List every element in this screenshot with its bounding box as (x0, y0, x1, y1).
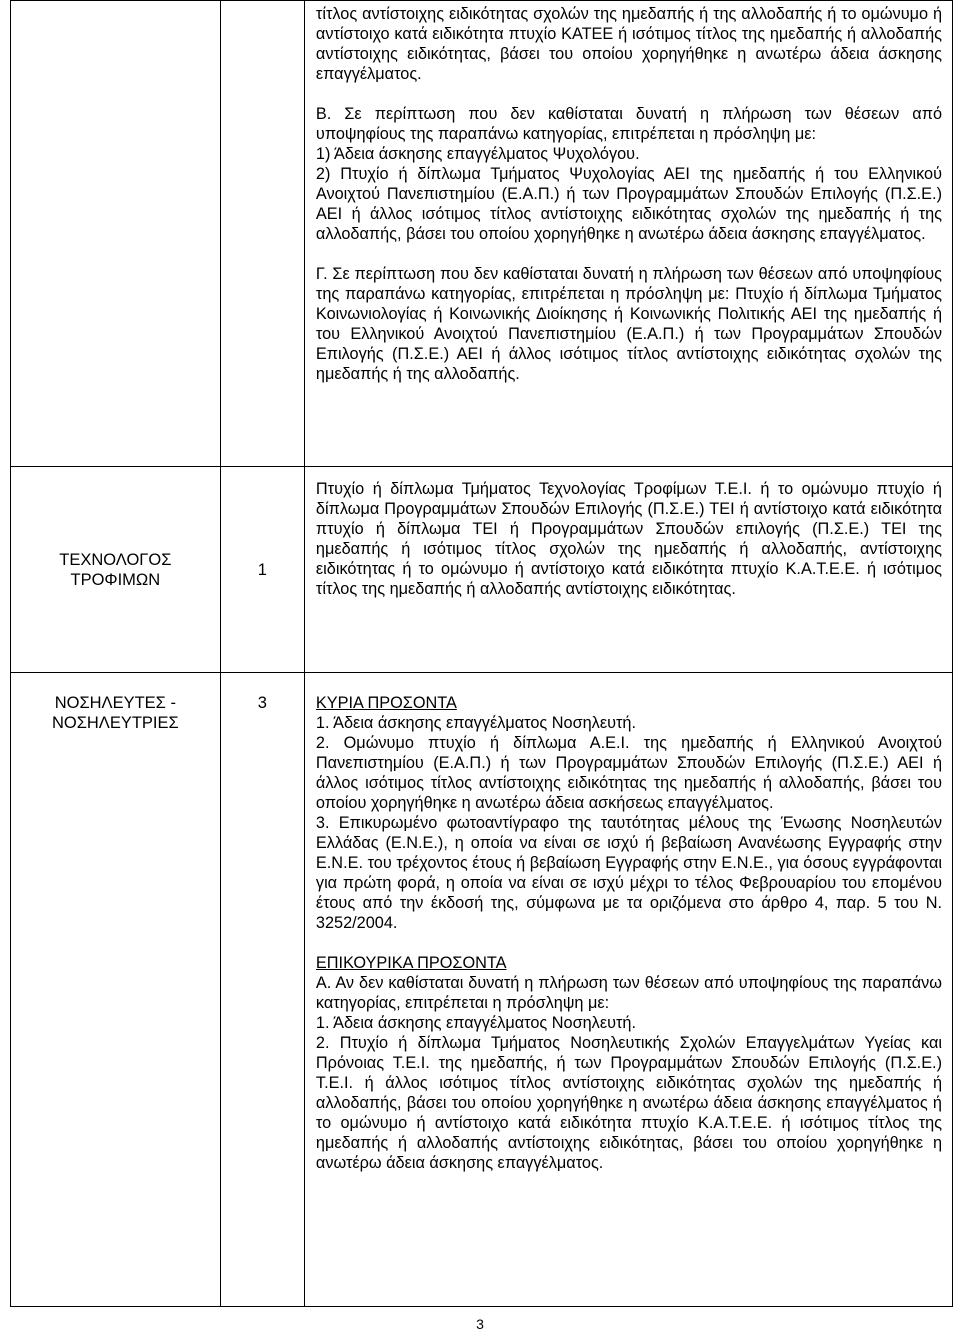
qualification-paragraph: Β. Σε περίπτωση που δεν καθίσταται δυνατή η πλήρωση των θέσεων από υποψηφίους της παραπάνω κατηγορίας, επιτρέπεται η πρόσληψη με: (315, 105, 942, 143)
count-cell (220, 467, 304, 673)
qualifications-cell (304, 467, 952, 673)
position-count: 3 (257, 694, 267, 712)
position-count: 1 (257, 560, 267, 579)
table-row-nurses (11, 673, 953, 1307)
specialty-cell (11, 673, 221, 1307)
auxiliary-qualifications-heading: ΕΠΙΚΟΥΡΙΚΑ ΠΡΟΣΟΝΤΑ (315, 954, 507, 972)
main-qualifications-heading: ΚΥΡΙΑ ΠΡΟΣΟΝΤΑ (315, 694, 457, 712)
qualifications-cell (304, 673, 952, 1307)
qualification-paragraph: Πτυχίο ή δίπλωμα Τμήματος Τεχνολογίας Τροφίμων Τ.Ε.Ι. ή το ομώνυμο πτυχίο ή δίπλωμα Προγραμμάτων Σπουδών Επιλογής (Π.Σ.Ε.) ΤΕΙ ή αντίστοιχο κατά ειδικότητα πτυχίο ή δίπλωμα ΤΕΙ ή Προγραμμάτων Σπουδών επιλογής (Π.Σ.Ε.) ΤΕΙ της ημεδαπής ή ισότιμος τίτλος σχολών της ημεδαπής ή αλλοδαπής, αντίστοιχης ειδικότητας ή το ομώνυμο ή αντίστοιχο κατά ειδικότητα πτυχίο Κ.Α.Τ.Ε.Ε. ή ισότιμος τίτλος της ημεδαπής ή αλλοδαπής αντίστοιχης ειδικότητας. (315, 480, 942, 598)
qualifications-table (10, 0, 953, 1307)
qualification-item: 3. Επικυρωμένο φωτοαντίγραφο της ταυτότητας μέλους της Ένωσης Νοσηλευτών Ελλάδας (Ε.Ν.Ε.), η οποία να είναι σε ισχύ ή βεβαίωση Ανανέωσης Εγγραφής στην Ε.Ν.Ε. του τρέχοντος έτους ή βεβαίωση Εγγραφής στην Ε.Ν.Ε., για όσους εγγράφονται για πρώτη φορά, η οποία να είναι σε ισχύ μέχρι το τέλος Φεβρουαρίου του επομένου έτους από την έκδοσή της, σύμφωνα με τα οριζόμενα στο άρθρο 4, παρ. 5 του Ν. 3252/2004. (315, 814, 942, 932)
qualification-paragraph: 1) Άδεια άσκησης επαγγέλματος Ψυχολόγου. (315, 145, 640, 163)
table-row-psychologist-continued (11, 1, 953, 467)
specialty-name-line: ΝΟΣΗΛΕΥΤΡΙΕΣ (51, 714, 179, 732)
specialty-name-line: ΤΡΟΦΙΜΩΝ (70, 570, 161, 589)
qualification-item: 1. Άδεια άσκησης επαγγέλματος Νοσηλευτή. (315, 714, 636, 732)
count-cell (220, 1, 304, 467)
specialty-cell (11, 467, 221, 673)
qualification-item: 2. Ομώνυμο πτυχίο ή δίπλωμα Α.Ε.Ι. της ημεδαπής ή Ελληνικού Ανοιχτού Πανεπιστημίου (Ε.Α.Π.) ή των Προγραμμάτων Σπουδών Επιλογής (Π.Σ.Ε.) ΑΕΙ ή άλλος ισότιμος τίτλος αντίστοιχης ειδικότητας της ημεδαπής ή αλλοδαπής, βάσει του οποίου χορηγήθηκε η ανωτέρω άδεια ασκήσεως επαγγέλματος. (315, 734, 942, 812)
specialty-name-line: ΝΟΣΗΛΕΥΤΕΣ - (54, 694, 176, 712)
qualification-item: Α. Αν δεν καθίσταται δυνατή η πλήρωση των θέσεων από υποψηφίους της παραπάνω κατηγορίας, επιτρέπεται η πρόσληψη με: (315, 974, 942, 1012)
count-cell (220, 673, 304, 1307)
table-row-food-technologist (11, 467, 953, 673)
qualification-item: 2. Πτυχίο ή δίπλωμα Τμήματος Νοσηλευτικής Σχολών Επαγγελμάτων Υγείας και Πρόνοιας Τ.Ε.Ι. της ημεδαπής, ή των Προγραμμάτων Σπουδών Επιλογής (Π.Σ.Ε.) Τ.Ε.Ι. ή άλλος ισότιμος τίτλος αντίστοιχης ειδικότητας σχολών της ημεδαπής ή αλλοδαπής, βάσει του οποίου χορηγήθηκε η ανωτέρω άδεια άσκησης επαγγέλματος ή το ομώνυμο ή αντίστοιχο κατά ειδικότητα πτυχίο Κ.Α.Τ.Ε.Ε. ή ισότιμος τίτλος της ημεδαπής ή αλλοδαπής αντίστοιχης ειδικότητας, βάσει του οποίου χορηγήθηκε η ανωτέρω άδεια άσκησης επαγγέλματος. (315, 1034, 942, 1172)
qualification-paragraph: Γ. Σε περίπτωση που δεν καθίσταται δυνατή η πλήρωση των θέσεων από υποψηφίους της παραπάνω κατηγορίας, επιτρέπεται η πρόσληψη με: Πτυχίο ή δίπλωμα Τμήματος Κοινωνιολογίας ή Κοινωνικής Διοίκησης ή Κοινωνικής Πολιτικής ΑΕΙ της ημεδαπής ή του Ελληνικού Ανοιχτού Πανεπιστημίου (Ε.Α.Π.) ή των Προγραμμάτων Σπουδών Επιλογής (Π.Σ.Ε.) ΑΕΙ ή άλλος ισότιμος τίτλος αντίστοιχης ειδικότητας σχολών της ημεδαπής ή της αλλοδαπής. (315, 265, 942, 383)
qualifications-cell (304, 1, 952, 467)
specialty-cell (11, 1, 221, 467)
page-number: 3 (476, 1316, 484, 1332)
qualification-paragraph: τίτλος αντίστοιχης ειδικότητας σχολών της ημεδαπής ή της αλλοδαπής ή το ομώνυμο ή αντίστοιχο κατά ειδικότητα πτυχίο ΚΑΤΕΕ ή ισότιμος τίτλος της ημεδαπής ή αλλοδαπής αντίστοιχης ειδικότητας, βάσει του οποίου χορηγήθηκε η ανωτέρω άδεια άσκησης επαγγέλματος. (315, 5, 942, 83)
specialty-name-line: ΤΕΧΝΟΛΟΓΟΣ (59, 550, 172, 569)
qualification-paragraph: 2) Πτυχίο ή δίπλωμα Τμήματος Ψυχολογίας ΑΕΙ της ημεδαπής ή του Ελληνικού Ανοιχτού Πανεπιστημίου (Ε.Α.Π.) ή των Προγραμμάτων Σπουδών Επιλογής (Π.Σ.Ε.) ΑΕΙ ή άλλος ισότιμος τίτλος αντίστοιχης ειδικότητας σχολών της ημεδαπής ή της αλλοδαπής, βάσει του οποίου χορηγήθηκε η ανωτέρω άδεια άσκησης επαγγέλματος. (315, 165, 942, 243)
qualification-item: 1. Άδεια άσκησης επαγγέλματος Νοσηλευτή. (315, 1014, 636, 1032)
